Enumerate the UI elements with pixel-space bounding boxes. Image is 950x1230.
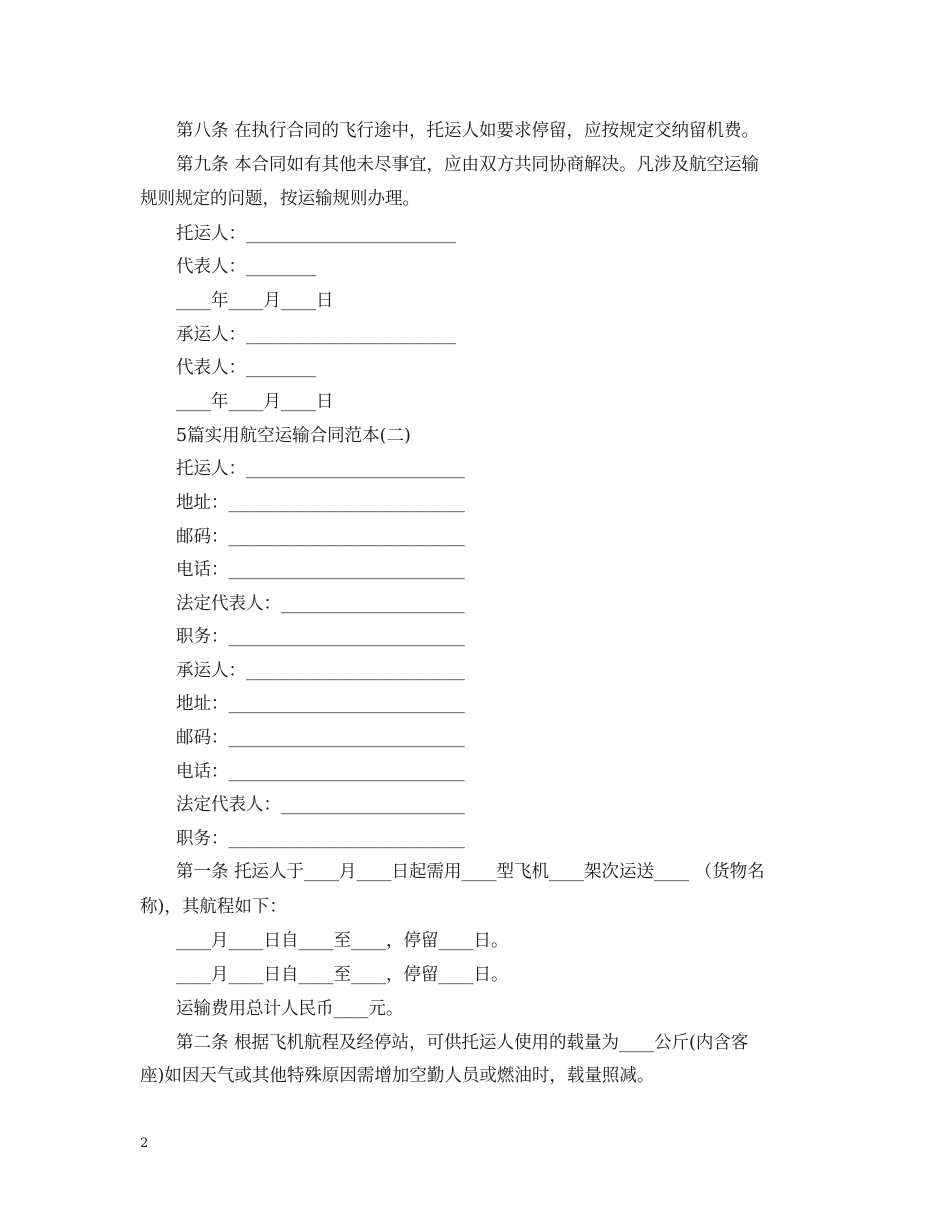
section-heading: 5篇实用航空运输合同范本(二) [176,426,411,446]
legal-representative-field: 法定代表人：_____________________ [176,795,465,815]
representative-field: 代表人：________ [176,257,316,277]
postcode-field: 邮码：___________________________ [176,728,465,748]
carrier-field: 承运人：_________________________ [176,661,465,681]
representative-field: 代表人：________ [176,358,316,378]
route-line: ____月____日自____至____，停留____日。 [176,931,509,951]
phone-field: 电话：___________________________ [176,560,465,580]
position-field: 职务：___________________________ [176,829,465,849]
address-field: 地址：___________________________ [176,694,465,714]
legal-representative-field: 法定代表人：_____________________ [176,594,465,614]
page-number: 2 [140,1136,149,1151]
article-8: 第八条 在执行合同的飞行途中，托运人如要求停留，应按规定交纳留机费。 [176,121,760,141]
article-1-line-2: 称)，其航程如下： [140,897,287,917]
carrier-field: 承运人：________________________ [176,325,456,345]
route-line: ____月____日自____至____，停留____日。 [176,965,509,985]
article-9-line-2: 规则规定的问题，按运输规则办理。 [140,189,420,209]
date-field: ____年____月____日 [176,392,334,412]
fee-line: 运输费用总计人民币____元。 [176,999,404,1019]
article-2-line-2: 座)如因天气或其他特殊原因需增加空勤人员或燃油时，载量照减。 [140,1066,655,1086]
phone-field: 电话：___________________________ [176,762,465,782]
postcode-field: 邮码：___________________________ [176,527,465,547]
position-field: 职务：___________________________ [176,627,465,647]
date-field: ____年____月____日 [176,291,334,311]
shipper-field: 托运人：_________________________ [176,459,465,479]
shipper-field: 托运人：________________________ [176,224,456,244]
article-9-line-1: 第九条 本合同如有其他未尽事宜，应由双方共同协商解决。凡涉及航空运输 [176,155,760,175]
address-field: 地址：___________________________ [176,493,465,513]
article-2-line-1: 第二条 根据飞机航程及经停站，可供托运人使用的载量为____公斤(内含客 [176,1033,749,1053]
article-1-line-1: 第一条 托运人于____月____日起需用____型飞机____架次运送____ （货物名 [176,862,765,882]
